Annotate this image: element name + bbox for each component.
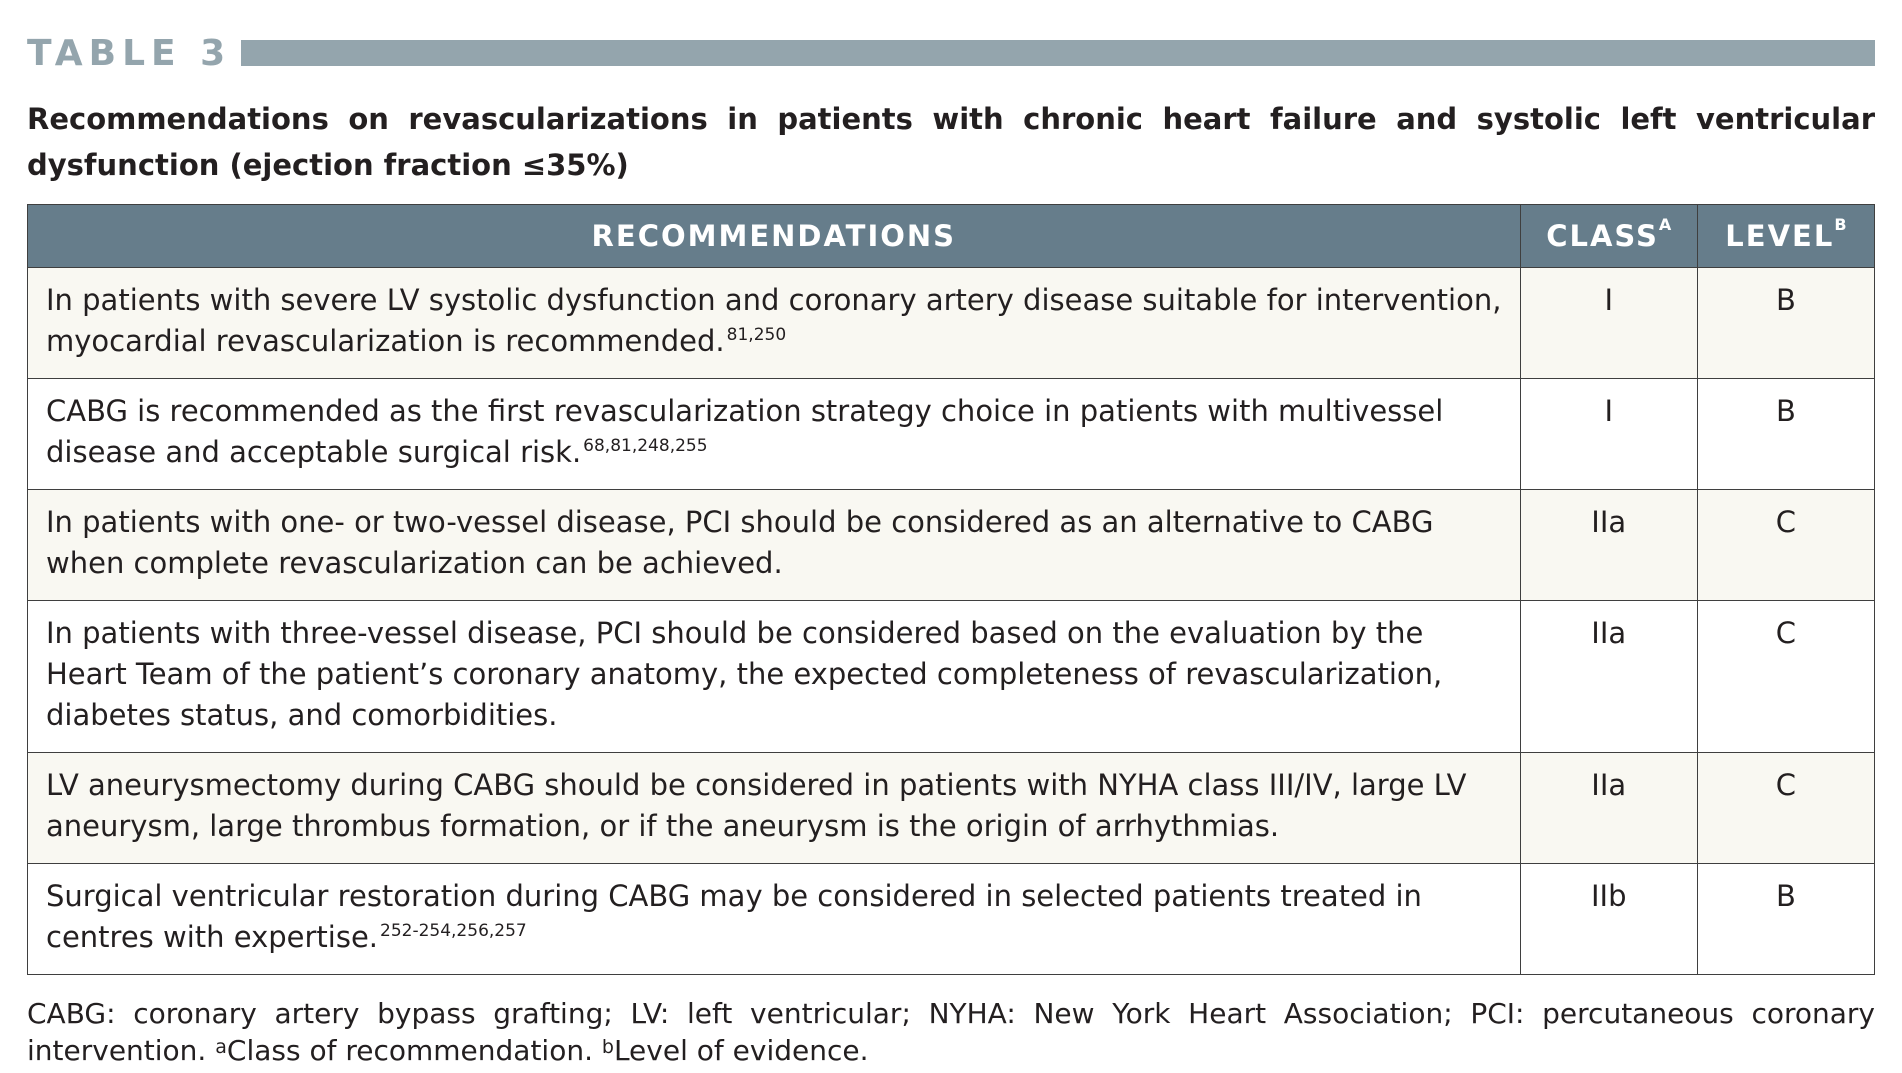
- table-row: [28, 753, 1875, 864]
- class-cell: IIa: [1520, 601, 1697, 753]
- header-recommendations: [28, 205, 1521, 268]
- table-row: [28, 601, 1875, 753]
- class-cell: I: [1520, 268, 1697, 379]
- footnote-a-marker: a: [215, 1036, 227, 1058]
- header-class: [1520, 205, 1697, 268]
- level-cell: B: [1697, 379, 1874, 490]
- recommendation-cell: [28, 379, 1521, 490]
- header-row: [28, 205, 1875, 268]
- footnote-b-text: Level of evidence.: [613, 1034, 869, 1067]
- recommendation-cell: [28, 601, 1521, 753]
- header-recommendations-label: RECOMMENDATIONS: [591, 219, 957, 253]
- table-row: [28, 490, 1875, 601]
- recommendation-text: Surgical ventricular restoration during CABG may be considered in selected patients treated in centres with expertise.: [46, 879, 1422, 954]
- table-document: [27, 30, 1875, 1073]
- table-number-label: TABLE 3: [27, 32, 232, 74]
- header-level-sup: B: [1834, 215, 1847, 234]
- recommendation-text: LV aneurysmectomy during CABG should be considered in patients with NYHA class III/IV, large LV aneurysm, large thrombus formation, or if the aneurysm is the origin of arrhythmias.: [46, 768, 1467, 843]
- class-cell: IIa: [1520, 753, 1697, 864]
- recommendations-table: [27, 204, 1875, 975]
- header-rule-bar: [241, 40, 1875, 66]
- table-row: [28, 268, 1875, 379]
- recommendation-text: In patients with severe LV systolic dysfunction and coronary artery disease suitable for intervention, myocardial revascularization is recommended.: [46, 283, 1502, 358]
- recommendation-text: CABG is recommended as the first revascularization strategy choice in patients with multivessel disease and acceptable surgical risk.: [46, 394, 1444, 469]
- table-row: [28, 379, 1875, 490]
- level-cell: C: [1697, 490, 1874, 601]
- table-header-band: [27, 30, 1875, 76]
- recommendation-text: In patients with one- or two-vessel disease, PCI should be considered as an alternative to CABG when complete revascularization can be achieved.: [46, 505, 1434, 580]
- table-footnote: [27, 995, 1875, 1073]
- level-cell: C: [1697, 753, 1874, 864]
- class-cell: IIa: [1520, 490, 1697, 601]
- table-caption: Recommendations on revascularizations in patients with chronic heart failure and systolic left ventricular dysfunction (ejection fraction ≤35%): [27, 102, 1875, 182]
- level-cell: B: [1697, 864, 1874, 975]
- header-level-label: LEVEL: [1725, 219, 1835, 253]
- footnote-b-marker: b: [601, 1036, 614, 1058]
- level-cell: C: [1697, 601, 1874, 753]
- level-cell: B: [1697, 268, 1874, 379]
- footnote-abbreviations: CABG: coronary artery bypass grafting; LV: left ventricular; NYHA: New York Heart Association; PCI: percutaneous coronary intervention.: [27, 997, 1875, 1067]
- class-cell: I: [1520, 379, 1697, 490]
- recommendation-cell: [28, 268, 1521, 379]
- table-row: [28, 864, 1875, 975]
- header-class-label: CLASS: [1546, 219, 1659, 253]
- footnote-a-text: Class of recommendation.: [226, 1034, 593, 1067]
- class-cell: IIb: [1520, 864, 1697, 975]
- recommendation-cell: [28, 864, 1521, 975]
- reference-superscript: 68,81,248,255: [583, 436, 708, 456]
- reference-superscript: 252-254,256,257: [380, 921, 527, 941]
- recommendation-cell: [28, 490, 1521, 601]
- header-class-sup: A: [1658, 215, 1672, 234]
- reference-superscript: 81,250: [726, 325, 787, 345]
- header-level: [1697, 205, 1874, 268]
- recommendation-cell: [28, 753, 1521, 864]
- recommendation-text: In patients with three-vessel disease, PCI should be considered based on the evaluation by the Heart Team of the patient’s coronary anatomy, the expected completeness of revascularization, diabetes status, and comorbidities.: [46, 616, 1443, 732]
